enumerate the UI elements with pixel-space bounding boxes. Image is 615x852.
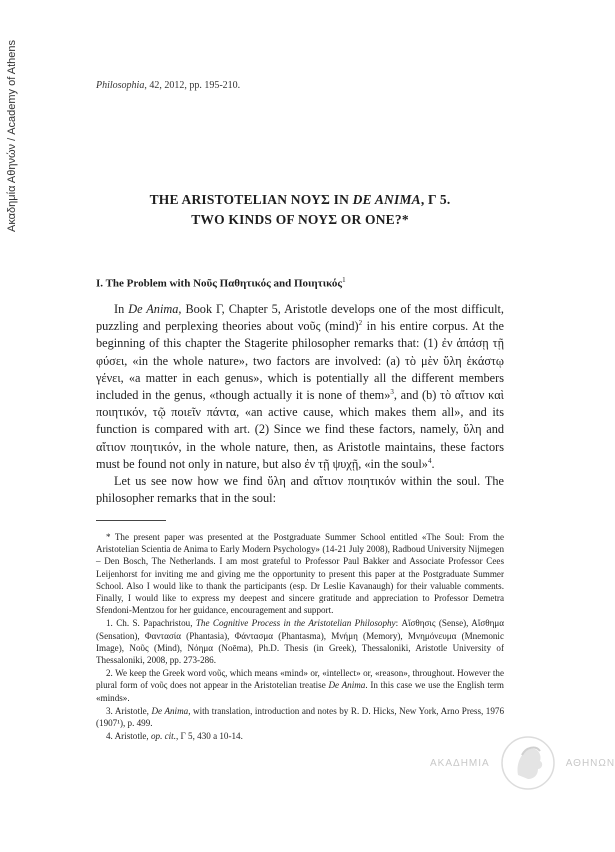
athena-seal-icon [500,735,556,791]
footnote-ref: 3 [390,387,394,396]
title-line-1: THE ARISTOTELIAN ΝΟΥΣ IN DE ANIMA, Γ 5. [149,192,451,207]
paragraph: Let us see now how we find ὕλη and αἴτιον ποιητικόν within the soul. The philosopher remarks that in the soul: [96,474,504,506]
journal-citation [96,80,240,91]
footnote-4: 4. Aristotle, op. cit., Γ 5, 430 a 10-14. [106,731,243,742]
footnote-ref: 2 [358,319,363,328]
footnote-divider [96,520,166,521]
journal-name: Philosophia [96,80,145,91]
archive-stamp: Ακαδημία Αθηνών / Academy of Athens [6,40,18,233]
footnotes [96,531,504,743]
citation-details: , 42, 2012, pp. 195-210. [144,80,241,91]
footnote-ref: 1 [342,276,346,284]
watermark-text-right: ΑΘΗΝΩΝ [565,757,615,769]
footnote-3: 3. Aristotle, De Anima, with translation, introduction and notes by R. D. Hicks, New York, Arno Press, 1976 (1907¹), p. 499. [96,705,504,729]
footnote-1: 1. Ch. S. Papachristou, The Cognitive Process in the Aristotelian Philosophy: Αἴσθησις (Sense), Αἴσθημα (Sensation), Φαντασία (Phantasia), Φάντασμα (Phantasma), Μνήμη (Memory), Μνημόνευμα (Mnemonic Image), Νοῦς (Mind), Νόημα (Noēma), Ph.D. Thesis (in Greek), Thessaloniki, Aristotle University of Thessaloniki, 2008, pp. 273-286. [96,618,504,666]
paragraph: In De Anima, Book Γ, Chapter 5, Aristotle develops one of the most difficult, puzzling and perplexing theories about νοῦς $(\min d)^2$ in his entire corpus. At the beginning of this chapter the Stagerite philosopher remarks that: (1) ἐν ἁπάσῃ τῇ φύσει, «in the whole nature», two factors are involved: (a) τὸ μὲν ὕλη ἑκάστῳ γένει, «a matter in each genus», which is potentially all the different members included in the genus, «though actually it is none of them»$^3$, and (b) τὸ αἴτιον καὶ ποιητικόν, τῷ ποιεῖν πάντα, «an active cause, which makes them all», and its function is compared with art. (2) Since we find these factors, namely, ὕλη and αἴτιον ποιητικόν, in the whole nature, then, as Aristotle maintains, these factors must be found not only in nature, but also ἐν τῇ ψυχῇ, «in the soul»$^4$. [96,302,505,471]
body-text [96,301,504,507]
section-heading: I. The Problem with Νοῦς Παθητικός and Ποιητικός$^1$ [96,276,346,290]
footnote-star: * The present paper was presented at the Postgraduate Summer School entitled «The Soul: From the Aristotelian Scientia de Anima to Early Modern Psychology» (14-21 July 2008), Radboud University Nijmegen – Den Bosch, The Netherlands. I am most grateful to Professor Paul Bakker and Associate Professor Cees Leijenhorst for inviting me and giving me the opportunity to present this paper at the Postgraduate Summer School. Also I would like to thank the participants (esp. Dr Leslie Kavanaugh) for their valuable comments. Finally, I would like to express my deepest and sincere gratitude and appreciation to Professor Demetra Sfendoni-Mentzou for her guidance, encouragement and support. [96,532,504,616]
paper-title [0,190,600,230]
watermark-text-left: ΑΚΑΔΗΜΙΑ [430,757,490,769]
academy-watermark [430,735,615,791]
footnote-2: 2. We keep the Greek word νοῦς, which means «mind» or, «intellect» or, «reason», throughout. However the plural form of νοῦς does not appear in the Aristotelian treatise De Anima. In this case we use the English term «minds». [96,668,504,703]
footnote-ref: 4 [427,456,432,465]
title-line-2: TWO KINDS OF ΝΟΥΣ OR ONE?* [191,212,409,227]
